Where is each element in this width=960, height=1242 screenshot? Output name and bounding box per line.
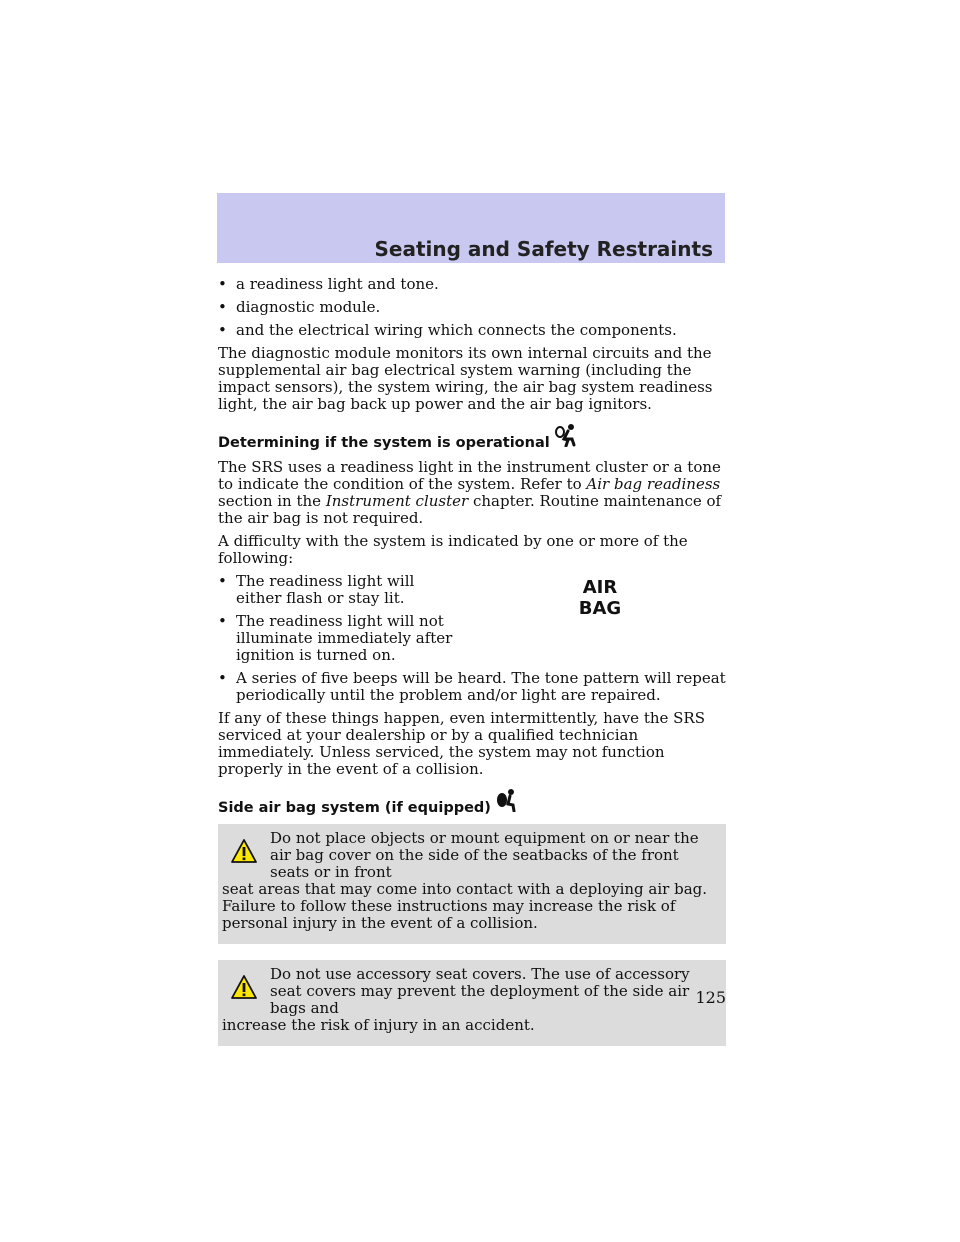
bullet-icon: • [218, 612, 227, 630]
page-number: 125 [695, 988, 726, 1007]
side-airbag-icon [495, 788, 519, 818]
section-heading-side-airbag: Side air bag system (if equipped) [218, 788, 726, 818]
intro-paragraph: The diagnostic module monitors its own internal circuits and the supplemental air bag electrical system warning (including the impact sensors), the system wiring, the air bag system readiness light, the air bag back up power and the air bag ignitors. [218, 344, 713, 413]
warning-box-objects: Do not place objects or mount equipment on or near the air bag cover on the side of the seatbacks of the front seats or in front seat areas that may come into contact with a deploying air bag. Failure to follow these instructions may increase the risk of personal injury in the event of a collision. [218, 824, 726, 944]
bullet-icon: • [218, 275, 227, 293]
airbag-warning-icon [554, 423, 580, 453]
section-header-band [217, 193, 725, 263]
service-paragraph: If any of these things happen, even intermittently, have the SRS serviced at your dealership or by a qualified technician immediately. Unless serviced, the system may not function properly in the event of a collision. [218, 709, 705, 778]
section-heading-operational: Determining if the system is operational [218, 423, 726, 453]
warning-triangle-icon [230, 974, 258, 1004]
air-bag-indicator-label: AIR BAG [578, 577, 622, 619]
list-item: • The readiness light will not illuminate immediately after ignition is turned on. [218, 612, 453, 664]
page-content [218, 276, 726, 1062]
list-item: • and the electrical wiring which connects the components. [218, 321, 677, 339]
bullet-icon: • [218, 321, 227, 339]
readiness-light-block [218, 573, 726, 670]
bullet-icon: • [218, 669, 227, 687]
bullet-icon: • [218, 572, 227, 590]
warning-box-seat-covers: Do not use accessory seat covers. The use of accessory seat covers may prevent the deployment of the side air bags and increase the risk of injury in an accident. [218, 960, 726, 1046]
list-item: • A series of five beeps will be heard. The tone pattern will repeat periodically until the problem and/or light are repaired. [218, 669, 726, 704]
difficulty-paragraph: A difficulty with the system is indicated by one or more of the following: [218, 532, 688, 567]
list-item: • The readiness light will either flash or stay lit. [218, 572, 415, 607]
list-item: • a readiness light and tone. [218, 275, 439, 293]
warning-triangle-icon [230, 838, 258, 868]
section-title: Seating and Safety Restraints [374, 237, 713, 261]
list-item: • diagnostic module. [218, 298, 381, 316]
srs-paragraph: The SRS uses a readiness light in the instrument cluster or a tone to indicate the condition of the system. Refer to Air bag readiness section in the Instrument cluster chapter. Routine maintenance of the air bag is not required. [218, 458, 722, 527]
bullet-icon: • [218, 298, 227, 316]
